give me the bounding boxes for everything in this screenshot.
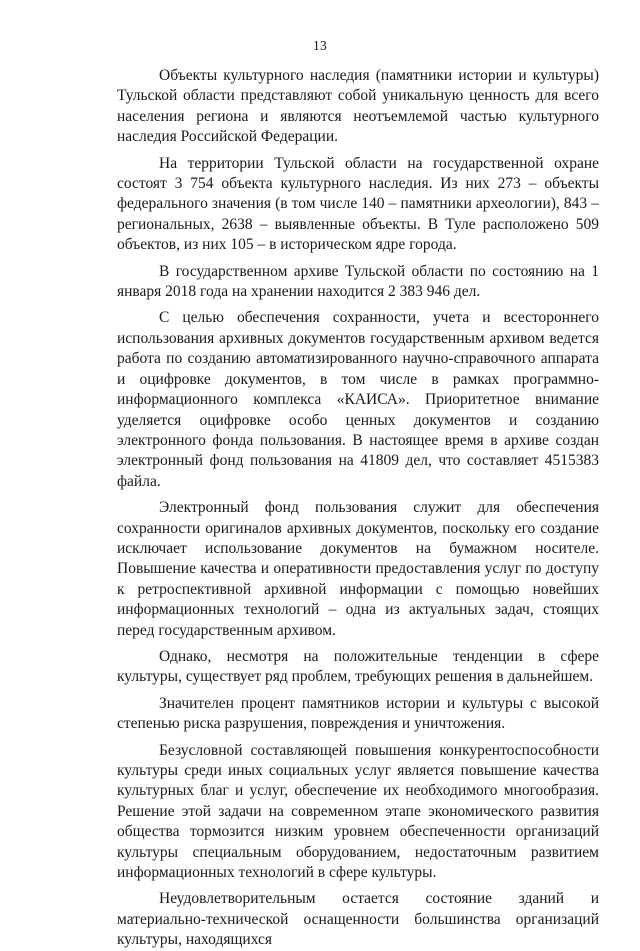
paragraph-archive-digitization: С целью обеспечения сохранности, учета и всестороннего использования архивных документов государственным архивом ведется работа по созданию автоматизированного научно-справочного аппарата и оцифровке документов, в том числе в рамках программно-информационного комплекса «КАИСА». Приоритетное внимание уделяется оцифровке особо ценных документов и созданию электронного фонда пользования. В настоящее время в архиве создан электронный фонд пользования на 41809 дел, что составляет 4515383 файла.: [117, 309, 599, 490]
paragraph-buildings-condition: Неудовлетворительным остается состояние зданий и материально-технической оснащенности большинства организаций культуры, находящихся: [117, 890, 599, 949]
body-text: [117, 66, 599, 951]
paragraph-monuments-risk: Значителен процент памятников истории и культуры с высокой степенью риска разрушения, повреждения и уничтожения.: [117, 694, 599, 733]
paragraph-heritage-value: Объекты культурного наследия (памятники истории и культуры) Тульской области представляют собой уникальную ценность для всего населения региона и являются неотъемлемой частью культурного наследия Российской Федерации.: [117, 67, 599, 146]
paragraph-heritage-objects: На территории Тульской области на государственной охране состоят 3 754 объекта культурного наследия. Из них 273 – объекты федерального значения (в том числе 140 – памятники археологии), 843 – региональных, 2638 – выявленные объекты. В Туле расположено 509 объектов, из них 105 – в историческом ядре города.: [117, 154, 599, 254]
paragraph-electronic-fund: Электронный фонд пользования служит для обеспечения сохранности оригиналов архивных документов, поскольку его создание исключает использование документов на бумажном носителе. Повышение качества и оперативности предоставления услуг по доступу к ретроспективной архивной информации с помощью новейших информационных технологий – одна из актуальных задач, стоящих перед государственным архивом.: [117, 499, 599, 639]
paragraph-competitiveness: Безусловной составляющей повышения конкурентоспособности культуры среди иных социальных услуг является повышение качества культурных благ и услуг, обеспечение их необходимого многообразия. Решение этой задачи на современном этапе экономического развития общества тормозится низким уровнем обеспеченности организаций культуры специальным оборудованием, недостаточным развитием информационных технологий в сфере культуры.: [117, 741, 599, 882]
paragraph-problems: Однако, несмотря на положительные тенденции в сфере культуры, существует ряд проблем, требующих решения в дальнейшем.: [117, 647, 599, 686]
paragraph-archive-holdings: В государственном архиве Тульской области по состоянию на 1 января 2018 года на хранении находится 2 383 946 дел.: [117, 262, 599, 301]
page-number: 13: [312, 38, 328, 53]
